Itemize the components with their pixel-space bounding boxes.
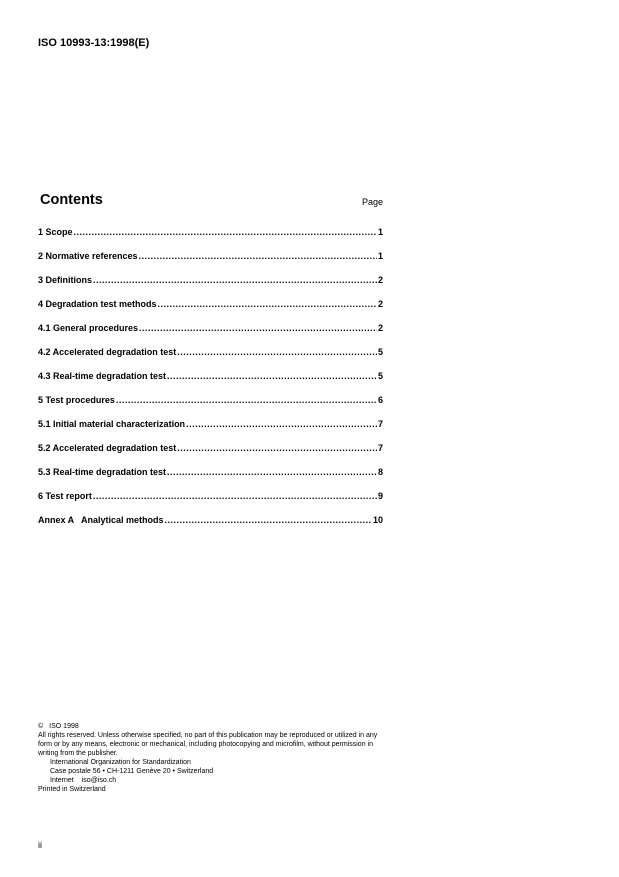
toc-entry-title: 3 Definitions <box>38 275 93 285</box>
toc-entry <box>38 275 383 299</box>
toc-leader-dots <box>177 443 377 453</box>
toc-entry-title: 4.3 Real-time degradation test <box>38 371 167 381</box>
toc-leader-dots <box>139 323 377 333</box>
toc-entry <box>38 251 383 275</box>
toc-entry-page: 7 <box>377 443 383 453</box>
toc-entry <box>38 347 383 371</box>
toc-leader-dots <box>93 491 377 501</box>
rights-statement: All rights reserved. Unless otherwise specified, no part of this publication may be reproduced or utilized in any form or by any means, electronic or mechanical, including photocopying and microfilm, without permission in writing from the publisher. <box>38 732 378 757</box>
toc-entry <box>38 371 383 395</box>
toc-entry <box>38 419 383 443</box>
toc-entry-title: 6 Test report <box>38 491 92 501</box>
internet-label: Internet <box>50 777 74 784</box>
toc-entry-page: 5 <box>377 347 383 357</box>
toc-entry <box>38 299 383 323</box>
organization-address: Case postale 56 • CH-1211 Genève 20 • Switzerland <box>50 768 214 775</box>
toc-entry <box>38 467 383 491</box>
toc-entry-page: 2 <box>377 275 383 285</box>
toc-entry-page: 2 <box>377 299 383 309</box>
toc-entry <box>38 227 383 251</box>
toc-entry-title: 4.2 Accelerated degradation test <box>38 347 177 357</box>
toc-entry <box>38 443 383 467</box>
toc-entry-page: 8 <box>377 467 383 477</box>
copyright-line <box>38 722 388 731</box>
contact-email: iso@iso.ch <box>81 777 117 784</box>
toc-entry-title: Annex A Analytical methods <box>38 515 164 525</box>
organization-name: International Organization for Standardization <box>50 759 191 766</box>
toc-leader-dots <box>167 371 377 381</box>
toc-entry-title: 5.3 Real-time degradation test <box>38 467 167 477</box>
toc-entry-title: 1 Scope <box>38 227 73 237</box>
toc-entry-page: 1 <box>377 227 383 237</box>
toc-leader-dots <box>93 275 377 285</box>
contents-heading: Contents <box>40 192 103 208</box>
toc-entry-title: 4.1 General procedures <box>38 323 139 333</box>
document-id: ISO 10993-13:1998(E) <box>38 37 150 49</box>
toc-leader-dots <box>186 419 377 429</box>
toc-entry-page: 10 <box>372 515 383 525</box>
toc-entry-title: 5.2 Accelerated degradation test <box>38 443 177 453</box>
page-column-label: Page <box>361 197 383 207</box>
toc-leader-dots <box>165 515 372 525</box>
toc-entry <box>38 491 383 515</box>
internet-line <box>38 776 388 785</box>
copyright-year: ISO 1998 <box>49 723 79 730</box>
toc-entry <box>38 395 383 419</box>
toc-entry-title: 5 Test procedures <box>38 395 115 405</box>
table-of-contents <box>38 227 383 539</box>
toc-entry-page: 1 <box>377 251 383 261</box>
toc-leader-dots <box>167 467 377 477</box>
printed-in: Printed in Switzerland <box>38 786 106 793</box>
toc-leader-dots <box>116 395 377 405</box>
toc-entry-page: 9 <box>377 491 383 501</box>
toc-entry <box>38 515 383 539</box>
toc-leader-dots <box>139 251 377 261</box>
toc-leader-dots <box>74 227 377 237</box>
toc-entry-title: 5.1 Initial material characterization <box>38 419 186 429</box>
copyright-symbol: © <box>38 723 44 730</box>
toc-entry-page: 7 <box>377 419 383 429</box>
toc-leader-dots <box>158 299 377 309</box>
toc-entry-page: 6 <box>377 395 383 405</box>
copyright-notice <box>38 722 388 794</box>
toc-entry <box>38 323 383 347</box>
toc-entry-title: 2 Normative references <box>38 251 138 261</box>
toc-leader-dots <box>177 347 377 357</box>
toc-entry-title: 4 Degradation test methods <box>38 299 157 309</box>
toc-entry-page: 2 <box>377 323 383 333</box>
page-number: ii <box>38 840 42 850</box>
toc-entry-page: 5 <box>377 371 383 381</box>
